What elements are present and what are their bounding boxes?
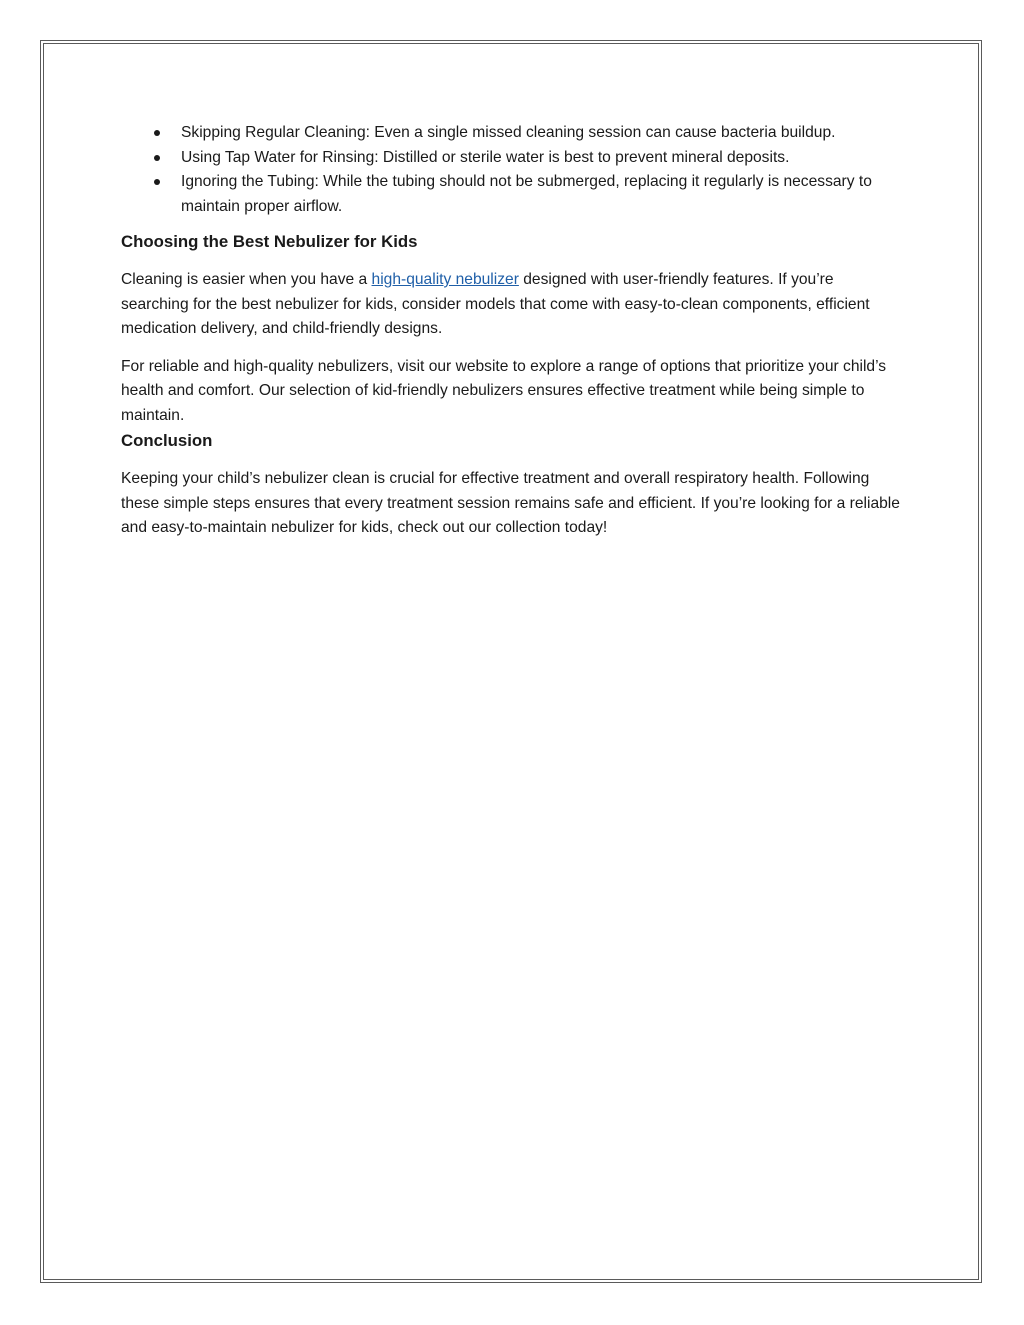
high-quality-nebulizer-link[interactable]: high-quality nebulizer — [371, 271, 519, 288]
paragraph-text: designed with user-friendly features. If you’re searching for the best nebulizer for kids, consider models that come with easy-to-clean components, efficient medication delivery, and child-friendly designs. — [121, 271, 870, 337]
list-item-text: Using Tap Water for Rinsing: Distilled or sterile water is best to prevent mineral deposits. — [181, 148, 790, 166]
bullet-icon — [154, 130, 160, 136]
list-item-text: Skipping Regular Cleaning: Even a single missed cleaning session can cause bacteria buildup. — [181, 124, 836, 141]
list-item — [121, 170, 901, 219]
document-body — [121, 121, 901, 541]
bullet-icon — [154, 179, 160, 185]
bullet-icon — [154, 155, 160, 161]
list-item — [121, 121, 901, 146]
list-item — [121, 146, 901, 171]
paragraph-choosing-1 — [121, 268, 901, 342]
heading-choosing: Choosing the Best Nebulizer for Kids — [121, 232, 418, 251]
paragraph-conclusion: Keeping your child’s nebulizer clean is crucial for effective treatment and overall respiratory health. Following these simple steps ensures that every treatment session remains safe and efficient. If you’re looking for a reliable and easy-to-maintain nebulizer for kids, check out our collection today! — [121, 470, 900, 536]
mistakes-list — [121, 121, 901, 219]
paragraph-choosing-2: For reliable and high-quality nebulizers, visit our website to explore a range of options that prioritize your child’s health and comfort. Our selection of kid-friendly nebulizers ensures effective treatment while being simple to maintain. — [121, 357, 887, 424]
heading-conclusion: Conclusion — [121, 431, 213, 450]
list-item-text: Ignoring the Tubing: While the tubing should not be submerged, replacing it regularly is necessary to maintain proper airflow. — [181, 173, 872, 215]
paragraph-text: Cleaning is easier when you have a — [121, 271, 372, 288]
